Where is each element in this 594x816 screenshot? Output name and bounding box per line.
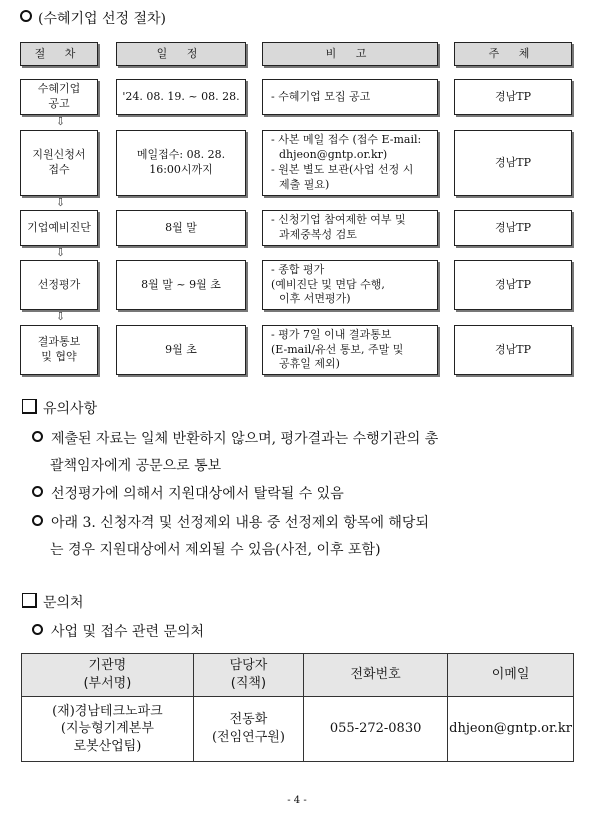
header-person: 담당자 (직책) — [193, 654, 303, 697]
note-box: - 수혜기업 모집 공고 — [262, 79, 438, 115]
owner-box: 경남TP — [454, 130, 572, 196]
step-box: 결과통보 및 협약 — [20, 325, 98, 375]
note-box: - 사본 메일 접수 (접수 E-mail: dhjeon@gntp.or.kr) - 원본 별도 보관(사업 선정 시 제출 필요) — [262, 130, 438, 196]
header-email: 이메일 — [448, 654, 574, 697]
table-row — [22, 697, 574, 762]
header-owner: 주 체 — [454, 42, 572, 66]
schedule-box: '24. 08. 19. ~ 08. 28. — [116, 79, 246, 115]
notice-item: 아래 3. 신청자격 및 선정제외 내용 중 선정제외 항목에 해당되 는 경우 지원대상에서 제외될 수 있음(사전, 이후 포함) — [32, 510, 564, 564]
contact-section-title: 문의처 — [22, 592, 84, 612]
owner-box: 경남TP — [454, 79, 572, 115]
down-arrow-icon: ⇩ — [56, 246, 66, 259]
contact-table — [21, 653, 574, 762]
header-org: 기관명 (부서명) — [22, 654, 194, 697]
schedule-box: 8월 말 ~ 9월 초 — [116, 260, 246, 310]
header-phone: 전화번호 — [304, 654, 448, 697]
notice-item: 제출된 자료는 일체 반환하지 않으며, 평가결과는 수행기관의 총 괄책임자에게 공문으로 통보 — [32, 426, 564, 480]
contact-subtitle: 사업 및 접수 관련 문의처 — [32, 619, 564, 646]
notice-item: 선정평가에 의해서 지원대상에서 탈락될 수 있음 — [32, 481, 564, 508]
owner-box: 경남TP — [454, 210, 572, 246]
page-number: - 4 - — [287, 795, 307, 806]
note-box: - 신청기업 참여제한 여부 및 과제중복성 검토 — [262, 210, 438, 246]
step-box: 기업예비진단 — [20, 210, 98, 246]
down-arrow-icon: ⇩ — [56, 310, 66, 323]
circle-bullet-icon — [32, 431, 43, 442]
cell-phone: 055-272-0830 — [304, 697, 448, 762]
square-bullet-icon — [22, 399, 37, 414]
note-box: - 종합 평가 (예비진단 및 면담 수행, 이후 서면평가) — [262, 260, 438, 310]
schedule-box: 메일접수: 08. 28. 16:00시까지 — [116, 130, 246, 196]
circle-bullet-icon — [32, 624, 43, 635]
down-arrow-icon: ⇩ — [56, 115, 66, 128]
owner-box: 경남TP — [454, 325, 572, 375]
step-box: 선정평가 — [20, 260, 98, 310]
table-header-row — [22, 654, 574, 697]
down-arrow-icon: ⇩ — [56, 196, 66, 209]
circle-bullet-icon — [20, 10, 32, 22]
circle-bullet-icon — [32, 515, 43, 526]
header-schedule: 일 정 — [116, 42, 246, 66]
process-section-title: (수혜기업 선정 절차) — [20, 8, 166, 28]
square-bullet-icon — [22, 593, 37, 608]
notice-section-title: 유의사항 — [22, 398, 97, 418]
schedule-box: 8월 말 — [116, 210, 246, 246]
step-box: 수혜기업 공고 — [20, 79, 98, 115]
circle-bullet-icon — [32, 486, 43, 497]
header-step: 절 차 — [20, 42, 98, 66]
owner-box: 경남TP — [454, 260, 572, 310]
schedule-box: 9월 초 — [116, 325, 246, 375]
header-note: 비 고 — [262, 42, 438, 66]
cell-person: 전동화 (전임연구원) — [193, 697, 303, 762]
note-box: - 평가 7일 이내 결과통보 (E-mail/유선 통보, 주말 및 공휴일 제외) — [262, 325, 438, 375]
cell-email: dhjeon@gntp.or.kr — [448, 697, 574, 762]
cell-org: (재)경남테크노파크 (지능형기계본부 로봇산업팀) — [22, 697, 194, 762]
step-box: 지원신청서 접수 — [20, 130, 98, 196]
